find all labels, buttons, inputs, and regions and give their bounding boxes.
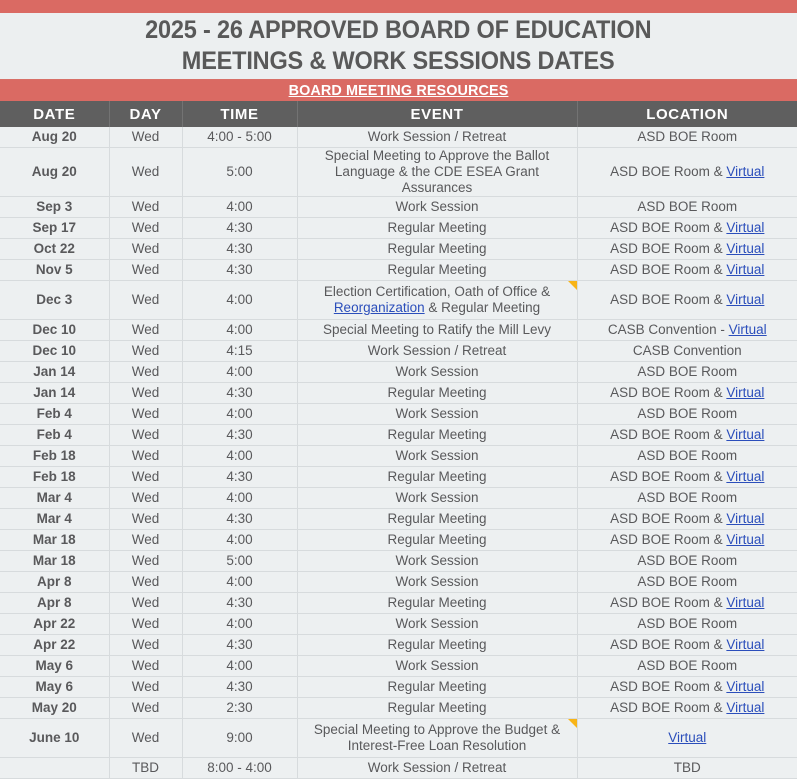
cell-date[interactable]: Mar 18 — [0, 530, 109, 551]
column-header-date[interactable]: DATE — [0, 101, 109, 127]
table-header-row — [0, 101, 797, 127]
event-line-1: Work Session — [395, 658, 479, 673]
cell-day[interactable]: Wed — [109, 467, 182, 488]
table-row — [0, 656, 797, 677]
cell-event[interactable] — [297, 530, 577, 551]
cell-location[interactable] — [577, 404, 797, 425]
table-row — [0, 404, 797, 425]
cell-date[interactable]: Mar 4 — [0, 488, 109, 509]
location-text: ASD BOE Room — [637, 364, 738, 379]
location-text: CASB Convention - — [607, 322, 729, 337]
event-text — [300, 490, 575, 506]
event-line-1: Regular Meeting — [387, 637, 487, 652]
cell-day[interactable]: Wed — [109, 197, 182, 218]
cell-day[interactable]: Wed — [109, 281, 182, 320]
virtual-meeting-link[interactable]: Virtual — [668, 730, 707, 745]
table-row — [0, 362, 797, 383]
location-text: ASD BOE Room & — [610, 164, 727, 179]
table-body — [0, 127, 797, 779]
virtual-meeting-link[interactable]: Virtual — [726, 241, 765, 256]
event-line-1: Work Session — [395, 364, 479, 379]
cell-date[interactable]: Jan 14 — [0, 362, 109, 383]
cell-event[interactable] — [297, 758, 577, 779]
cell-time[interactable]: 4:15 — [182, 341, 297, 362]
cell-date[interactable]: Apr 8 — [0, 593, 109, 614]
cell-time[interactable]: 4:00 — [182, 446, 297, 467]
cell-time[interactable]: 4:00 — [182, 197, 297, 218]
cell-time[interactable]: 8:00 - 4:00 — [182, 758, 297, 779]
cell-event[interactable] — [297, 218, 577, 239]
cell-location[interactable] — [577, 467, 797, 488]
cell-event[interactable] — [297, 572, 577, 593]
event-line-1: Regular Meeting — [387, 595, 487, 610]
event-text — [300, 658, 575, 674]
virtual-meeting-link[interactable]: Virtual — [726, 595, 765, 610]
cell-date[interactable]: Apr 22 — [0, 635, 109, 656]
cell-location[interactable] — [577, 488, 797, 509]
cell-event[interactable] — [297, 341, 577, 362]
cell-day[interactable]: Wed — [109, 362, 182, 383]
cell-day[interactable]: Wed — [109, 635, 182, 656]
event-text — [300, 148, 575, 196]
event-line-1: Work Session / Retreat — [367, 129, 507, 144]
event-line-1: Work Session — [395, 616, 479, 631]
cell-day[interactable]: Wed — [109, 425, 182, 446]
comment-marker-icon[interactable] — [568, 719, 577, 728]
page-title — [0, 13, 797, 80]
event-text — [300, 343, 575, 359]
cell-date[interactable]: May 20 — [0, 698, 109, 719]
cell-location[interactable] — [577, 509, 797, 530]
event-text — [300, 532, 575, 548]
cell-event[interactable] — [297, 383, 577, 404]
location-text: ASD BOE Room — [637, 553, 738, 568]
location-text: ASD BOE Room & — [610, 637, 727, 652]
event-line-1: Special Meeting to Ratify the Mill Levy — [322, 322, 552, 337]
cell-event[interactable] — [297, 260, 577, 281]
table-row — [0, 467, 797, 488]
cell-time[interactable]: 4:30 — [182, 635, 297, 656]
table-row — [0, 635, 797, 656]
event-line-1: Work Session / Retreat — [367, 760, 507, 775]
virtual-meeting-link[interactable]: Virtual — [726, 164, 765, 179]
cell-date[interactable]: Feb 4 — [0, 404, 109, 425]
location-text: ASD BOE Room — [637, 490, 738, 505]
cell-day[interactable]: Wed — [109, 572, 182, 593]
event-line-1: Regular Meeting — [387, 427, 487, 442]
cell-day[interactable]: Wed — [109, 341, 182, 362]
cell-date[interactable]: Dec 10 — [0, 320, 109, 341]
event-text — [300, 129, 575, 145]
cell-time[interactable]: 4:30 — [182, 425, 297, 446]
cell-day[interactable]: Wed — [109, 509, 182, 530]
cell-location[interactable] — [577, 758, 797, 779]
cell-event[interactable] — [297, 551, 577, 572]
event-line-1: Regular Meeting — [387, 469, 487, 484]
board-meeting-resources-bar — [0, 80, 797, 101]
table-row — [0, 218, 797, 239]
event-text — [300, 760, 575, 776]
virtual-meeting-link[interactable]: Virtual — [728, 322, 767, 337]
location-text: ASD BOE Room & — [610, 241, 727, 256]
top-accent-bar — [0, 0, 797, 13]
event-line-1: Work Session — [395, 199, 479, 214]
table-row — [0, 698, 797, 719]
cell-location[interactable] — [577, 551, 797, 572]
location-text: ASD BOE Room & — [610, 220, 727, 235]
cell-date[interactable]: Aug 20 — [0, 127, 109, 148]
cell-day[interactable]: Wed — [109, 551, 182, 572]
cell-day[interactable]: Wed — [109, 488, 182, 509]
table-header — [0, 101, 797, 127]
table-row — [0, 148, 797, 197]
column-header-location[interactable]: LOCATION — [577, 101, 797, 127]
page-title-line-2: MEETINGS & WORK SESSIONS DATES — [182, 47, 615, 75]
location-text: ASD BOE Room — [637, 406, 738, 421]
event-text — [300, 241, 575, 257]
cell-day[interactable]: Wed — [109, 320, 182, 341]
virtual-meeting-link[interactable]: Virtual — [726, 220, 765, 235]
cell-time[interactable]: 2:30 — [182, 698, 297, 719]
location-text: ASD BOE Room — [637, 199, 738, 214]
column-header-event[interactable]: EVENT — [297, 101, 577, 127]
location-text: ASD BOE Room & — [610, 385, 727, 400]
column-header-time[interactable]: TIME — [182, 101, 297, 127]
location-text: ASD BOE Room & — [610, 700, 727, 715]
table-row — [0, 572, 797, 593]
event-text — [300, 364, 575, 380]
cell-day[interactable]: Wed — [109, 239, 182, 260]
cell-location[interactable] — [577, 218, 797, 239]
event-line-2: Interest-Free Loan Resolution — [347, 738, 527, 753]
cell-time[interactable]: 4:30 — [182, 467, 297, 488]
cell-date[interactable]: Mar 4 — [0, 509, 109, 530]
event-line-1: Regular Meeting — [387, 700, 487, 715]
cell-date[interactable]: Dec 10 — [0, 341, 109, 362]
virtual-meeting-link[interactable]: Virtual — [726, 292, 765, 307]
event-line-2: Language & the CDE ESEA Grant Assurances — [334, 164, 540, 195]
event-text — [300, 469, 575, 485]
event-line-1: Regular Meeting — [387, 511, 487, 526]
cell-date[interactable]: June 10 — [0, 719, 109, 758]
event-text — [300, 637, 575, 653]
cell-time[interactable]: 9:00 — [182, 719, 297, 758]
page-title-line-1: 2025 - 26 APPROVED BOARD OF EDUCATION — [145, 16, 652, 44]
cell-day[interactable]: Wed — [109, 446, 182, 467]
virtual-meeting-link[interactable]: Virtual — [726, 637, 765, 652]
virtual-meeting-link[interactable]: Virtual — [726, 469, 765, 484]
cell-location[interactable] — [577, 320, 797, 341]
comment-marker-icon[interactable] — [568, 281, 577, 290]
cell-date[interactable]: Aug 20 — [0, 148, 109, 197]
cell-date[interactable]: Dec 3 — [0, 281, 109, 320]
cell-time[interactable]: 4:00 — [182, 362, 297, 383]
cell-time[interactable]: 4:00 — [182, 572, 297, 593]
cell-date[interactable]: May 6 — [0, 677, 109, 698]
event-line-1: Work Session — [395, 406, 479, 421]
event-line-1: Regular Meeting — [387, 679, 487, 694]
cell-event[interactable] — [297, 593, 577, 614]
event-line-1: Regular Meeting — [387, 385, 487, 400]
virtual-meeting-link[interactable]: Virtual — [726, 700, 765, 715]
location-text: ASD BOE Room & — [610, 292, 727, 307]
table-row — [0, 593, 797, 614]
location-text: ASD BOE Room & — [610, 595, 727, 610]
cell-time[interactable]: 4:00 — [182, 320, 297, 341]
cell-date[interactable]: Sep 17 — [0, 218, 109, 239]
location-text: CASB Convention — [632, 343, 742, 358]
event-line-1: Work Session — [395, 490, 479, 505]
table-row — [0, 239, 797, 260]
cell-day[interactable]: Wed — [109, 698, 182, 719]
cell-location[interactable] — [577, 719, 797, 758]
cell-day[interactable]: Wed — [109, 530, 182, 551]
event-text — [300, 448, 575, 464]
cell-event[interactable] — [297, 656, 577, 677]
event-text — [300, 199, 575, 215]
cell-event[interactable] — [297, 148, 577, 197]
virtual-meeting-link[interactable]: Virtual — [726, 385, 765, 400]
event-text — [300, 595, 575, 611]
cell-event[interactable] — [297, 635, 577, 656]
cell-time[interactable]: 4:30 — [182, 218, 297, 239]
cell-location[interactable] — [577, 635, 797, 656]
event-line-1: Regular Meeting — [387, 532, 487, 547]
cell-date[interactable]: Oct 22 — [0, 239, 109, 260]
virtual-meeting-link[interactable]: Virtual — [726, 532, 765, 547]
cell-day[interactable]: Wed — [109, 719, 182, 758]
virtual-meeting-link[interactable]: Virtual — [726, 262, 765, 277]
location-text: ASD BOE Room — [637, 658, 738, 673]
event-line-1: Special Meeting to Approve the Budget & — [313, 722, 561, 737]
table-row — [0, 758, 797, 779]
cell-date[interactable]: Apr 22 — [0, 614, 109, 635]
table-row — [0, 677, 797, 698]
cell-event[interactable] — [297, 509, 577, 530]
cell-event[interactable] — [297, 404, 577, 425]
cell-time[interactable]: 4:30 — [182, 677, 297, 698]
table-row — [0, 425, 797, 446]
event-text — [300, 385, 575, 401]
virtual-meeting-link[interactable]: Virtual — [726, 427, 765, 442]
event-text — [300, 574, 575, 590]
event-line-1: Election Certification, Oath of Office & — [323, 284, 551, 299]
event-line-1: Work Session — [395, 553, 479, 568]
cell-location[interactable] — [577, 530, 797, 551]
table-row — [0, 320, 797, 341]
cell-time[interactable]: 5:00 — [182, 148, 297, 197]
cell-day[interactable]: Wed — [109, 656, 182, 677]
cell-day[interactable]: Wed — [109, 614, 182, 635]
table-row — [0, 509, 797, 530]
table-row — [0, 341, 797, 362]
cell-event[interactable] — [297, 614, 577, 635]
event-text — [300, 616, 575, 632]
event-line-1: Work Session — [395, 574, 479, 589]
cell-day[interactable]: Wed — [109, 148, 182, 197]
event-text — [300, 406, 575, 422]
cell-location[interactable] — [577, 614, 797, 635]
cell-day[interactable]: Wed — [109, 404, 182, 425]
board-meeting-resources-link[interactable]: BOARD MEETING RESOURCES — [288, 82, 509, 99]
virtual-meeting-link[interactable]: Virtual — [726, 511, 765, 526]
cell-location[interactable] — [577, 260, 797, 281]
cell-day[interactable]: Wed — [109, 383, 182, 404]
cell-location[interactable] — [577, 341, 797, 362]
cell-event[interactable] — [297, 488, 577, 509]
table-row — [0, 719, 797, 758]
event-text — [300, 284, 575, 316]
event-line-1: Special Meeting to Approve the Ballot — [324, 148, 550, 163]
cell-event[interactable] — [297, 362, 577, 383]
cell-day[interactable]: TBD — [109, 758, 182, 779]
event-text — [300, 220, 575, 236]
event-text — [300, 427, 575, 443]
location-text: TBD — [673, 760, 701, 775]
cell-location[interactable] — [577, 239, 797, 260]
cell-date[interactable]: Jan 14 — [0, 383, 109, 404]
cell-location[interactable] — [577, 281, 797, 320]
cell-time[interactable]: 4:30 — [182, 509, 297, 530]
event-line-1: Work Session / Retreat — [367, 343, 507, 358]
cell-location[interactable] — [577, 677, 797, 698]
cell-event[interactable] — [297, 698, 577, 719]
virtual-meeting-link[interactable]: Virtual — [726, 679, 765, 694]
cell-time[interactable]: 4:00 — [182, 656, 297, 677]
location-text: ASD BOE Room & — [610, 679, 727, 694]
cell-day[interactable]: Wed — [109, 593, 182, 614]
cell-location[interactable] — [577, 593, 797, 614]
cell-time[interactable]: 4:30 — [182, 239, 297, 260]
cell-date[interactable]: Feb 4 — [0, 425, 109, 446]
cell-location[interactable] — [577, 127, 797, 148]
cell-date[interactable]: Sep 3 — [0, 197, 109, 218]
cell-event[interactable] — [297, 425, 577, 446]
cell-location[interactable] — [577, 383, 797, 404]
cell-date[interactable] — [0, 758, 109, 779]
cell-location[interactable] — [577, 425, 797, 446]
event-text — [300, 700, 575, 716]
cell-day[interactable]: Wed — [109, 127, 182, 148]
event-line-1: Regular Meeting — [387, 220, 487, 235]
cell-date[interactable]: Mar 18 — [0, 551, 109, 572]
cell-day[interactable]: Wed — [109, 260, 182, 281]
cell-event[interactable] — [297, 239, 577, 260]
location-text: ASD BOE Room & — [610, 469, 727, 484]
location-text: ASD BOE Room & — [610, 511, 727, 526]
cell-event[interactable] — [297, 281, 577, 320]
table-row — [0, 127, 797, 148]
location-text: ASD BOE Room — [637, 616, 738, 631]
cell-date[interactable]: Feb 18 — [0, 467, 109, 488]
table-row — [0, 197, 797, 218]
location-text: ASD BOE Room & — [610, 532, 727, 547]
location-text: ASD BOE Room & — [610, 427, 727, 442]
cell-day[interactable]: Wed — [109, 218, 182, 239]
cell-date[interactable]: May 6 — [0, 656, 109, 677]
cell-event[interactable] — [297, 677, 577, 698]
cell-event[interactable] — [297, 127, 577, 148]
cell-location[interactable] — [577, 148, 797, 197]
cell-event[interactable] — [297, 719, 577, 758]
cell-time[interactable]: 4:00 — [182, 488, 297, 509]
table-row — [0, 614, 797, 635]
cell-time[interactable]: 4:00 — [182, 530, 297, 551]
meetings-schedule-table — [0, 101, 797, 779]
cell-location[interactable] — [577, 197, 797, 218]
cell-location[interactable] — [577, 656, 797, 677]
cell-date[interactable]: Feb 18 — [0, 446, 109, 467]
cell-location[interactable] — [577, 698, 797, 719]
event-text — [300, 679, 575, 695]
cell-location[interactable] — [577, 572, 797, 593]
reorganization-link[interactable]: Reorganization — [333, 300, 425, 315]
table-row — [0, 530, 797, 551]
event-line-1: Work Session — [395, 448, 479, 463]
cell-event[interactable] — [297, 320, 577, 341]
event-text — [300, 511, 575, 527]
cell-location[interactable] — [577, 362, 797, 383]
event-line-1: Regular Meeting — [387, 241, 487, 256]
cell-time[interactable]: 4:30 — [182, 593, 297, 614]
cell-time[interactable]: 4:00 — [182, 281, 297, 320]
cell-date[interactable]: Apr 8 — [0, 572, 109, 593]
location-text: ASD BOE Room & — [610, 262, 727, 277]
cell-time[interactable]: 4:00 — [182, 614, 297, 635]
cell-event[interactable] — [297, 197, 577, 218]
location-text: ASD BOE Room — [637, 448, 738, 463]
table-row — [0, 488, 797, 509]
cell-time[interactable]: 4:30 — [182, 260, 297, 281]
table-row — [0, 260, 797, 281]
event-line-2: Reorganization & Regular Meeting — [333, 300, 541, 315]
table-row — [0, 551, 797, 572]
table-row — [0, 383, 797, 404]
cell-location[interactable] — [577, 446, 797, 467]
event-text — [300, 722, 575, 754]
cell-event[interactable] — [297, 446, 577, 467]
event-text — [300, 262, 575, 278]
cell-time[interactable]: 4:00 — [182, 404, 297, 425]
event-text — [300, 322, 575, 338]
event-line-1: Regular Meeting — [387, 262, 487, 277]
cell-date[interactable]: Nov 5 — [0, 260, 109, 281]
cell-time[interactable]: 4:00 - 5:00 — [182, 127, 297, 148]
location-text: ASD BOE Room — [637, 129, 738, 144]
cell-time[interactable]: 4:30 — [182, 383, 297, 404]
cell-event[interactable] — [297, 467, 577, 488]
cell-day[interactable]: Wed — [109, 677, 182, 698]
table-row — [0, 281, 797, 320]
table-row — [0, 446, 797, 467]
location-text: ASD BOE Room — [637, 574, 738, 589]
cell-time[interactable]: 5:00 — [182, 551, 297, 572]
column-header-day[interactable]: DAY — [109, 101, 182, 127]
event-text — [300, 553, 575, 569]
